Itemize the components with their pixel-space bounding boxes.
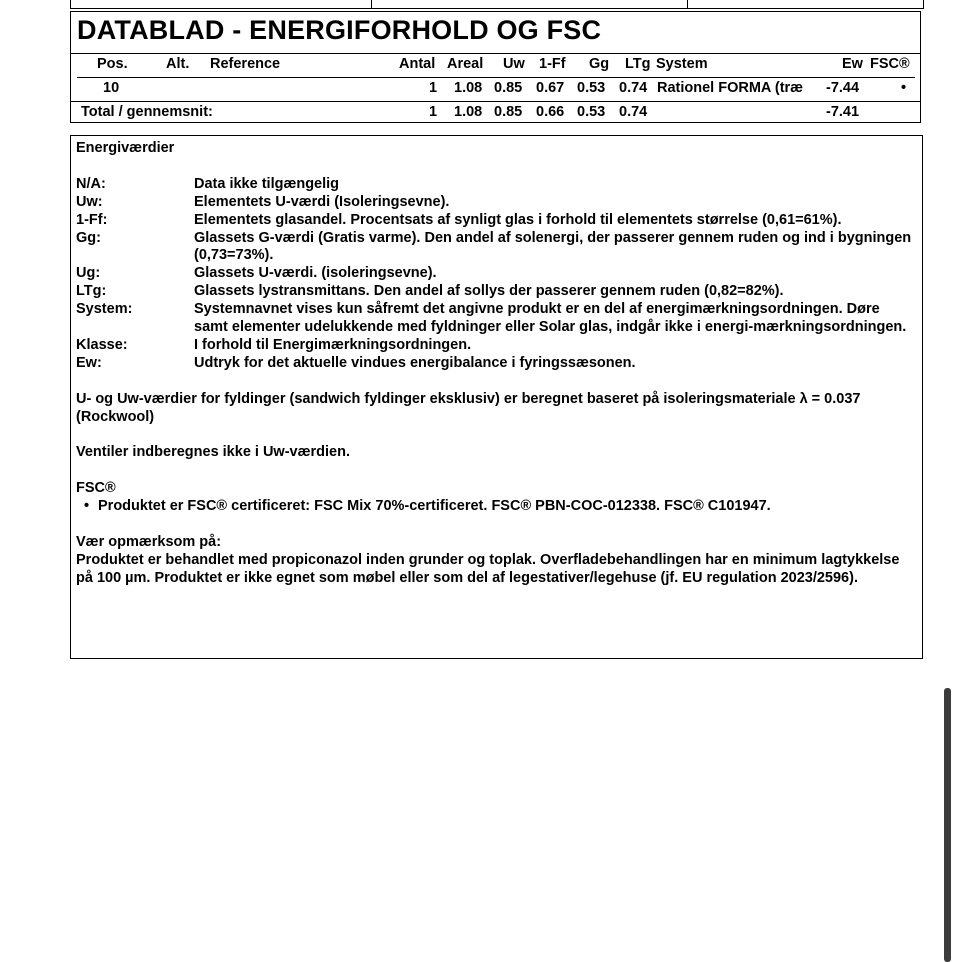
definition-term: N/A: [76,175,106,192]
previous-section-border [70,0,924,9]
cell-areal: 1.08 [454,80,483,96]
divider [71,53,920,54]
definition-item [76,230,912,266]
cell-system: Rationel FORMA (træ [657,80,804,96]
column-divider [687,0,688,8]
divider [77,77,915,78]
attention-text: Produktet er behandlet med propiconazol inden grunder og toplak. Overfladebehandlingen har en minimum lagtykkelse på 100 µm. Produktet er ikke egnet som møbel eller som del af legestativer/legehuse (jf. EU regulation 2023/2596). [76,551,900,586]
definition-term: LTg: [76,283,107,300]
definition-desc: Data ikke tilgængelig [194,175,340,192]
definition-desc: Elementets U-værdi (Isoleringsevne). [194,193,450,210]
definition-item [76,212,912,230]
column-header-ew: Ew [842,56,863,72]
fsc-title: FSC® [76,480,116,497]
cell-ltg: 0.74 [619,80,648,96]
definition-term: System: [76,301,133,318]
definition-desc: Glassets lystransmittans. Den andel af sollys der passerer gennem ruden (0,82=82%). [194,283,784,300]
energy-values-content [76,140,912,588]
column-divider [371,0,372,8]
definition-item [76,337,912,355]
definition-term: Ug: [76,265,101,282]
column-header-system: System [656,56,708,72]
total-label: Total / gennemsnit: [81,104,213,120]
definition-desc: Elementets glasandel. Procentsats af synligt glas i forhold til elementets størrelse (0,61=61%). [194,211,842,228]
total-areal: 1.08 [454,104,483,120]
scrollbar-thumb[interactable] [944,688,951,962]
definition-desc: Systemnavnet vises kun såfremt det angivne produkt er en del af energimærkningsordningen. Døre samt elementer udelukkende med fyldninger eller Solar glas, indgår ikke i energi-mærkningsordningen. [194,301,907,336]
spacer [76,158,912,176]
definition-item [76,194,912,212]
column-header-1-ff: 1-Ff [539,56,566,72]
definition-term: Uw: [76,193,103,210]
total-antal: 1 [429,104,438,120]
column-header-pos: Pos. [97,56,128,72]
definition-desc: Glassets G-værdi (Gratis varme). Den andel af solenergi, der passerer gennem ruden og ind i bygningen (0,73=73%). [194,229,912,264]
spacer [76,426,912,444]
page-title: DATABLAD - ENERGIFORHOLD OG FSC [77,15,602,45]
energy-values-title: Energiværdier [76,140,175,156]
definition-item [76,355,912,373]
total-uw: 0.85 [494,104,523,120]
column-header-alt: Alt. [166,56,190,72]
cell-fsc: • [901,80,907,96]
definition-term: 1-Ff: [76,211,108,228]
divider [71,101,920,102]
column-header-ltg: LTg [625,56,651,72]
definition-item [76,265,912,283]
definition-term: Gg: [76,229,101,246]
definition-list [76,176,912,373]
bullet-icon: • [84,498,90,515]
definition-desc: Glassets U-værdi. (isoleringsevne). [194,265,437,282]
column-header-reference: Reference [210,56,281,72]
spacer [76,373,912,391]
table-row [71,80,920,100]
energy-table-section [70,11,921,123]
cell-antal: 1 [429,80,438,96]
definition-item [76,301,912,337]
column-header-areal: Areal [447,56,484,72]
u-values-note: U- og Uw-værdier for fyldinger (sandwich fyldinger eksklusiv) er beregnet baseret på isoleringsmateriale λ = 0.037 (Rockwool) [76,390,861,425]
ventiler-note: Ventiler indberegnes ikke i Uw-værdien. [76,444,350,461]
energy-values-section [70,135,923,659]
cell-uw: 0.85 [494,80,523,96]
spacer [76,462,912,480]
column-header-uw: Uw [503,56,525,72]
column-header-antal: Antal [399,56,436,72]
definition-item [76,283,912,301]
total-ew: -7.41 [826,104,860,120]
definition-term: Klasse: [76,336,128,353]
table-total-row [71,104,920,124]
definition-desc: Udtryk for det aktuelle vindues energibalance i fyringssæsonen. [194,354,636,371]
definition-desc: I forhold til Energimærkningsordningen. [194,336,472,353]
cell-1-ff: 0.67 [536,80,565,96]
column-header-fsc: FSC® [870,56,910,72]
attention-title: Vær opmærksom på: [76,533,222,550]
total-gg: 0.53 [577,104,606,120]
cell-ew: -7.44 [826,80,860,96]
total-1-ff: 0.66 [536,104,565,120]
table-header-row [71,56,920,76]
cell-gg: 0.53 [577,80,606,96]
cell-pos: 10 [103,80,120,96]
spacer [76,516,912,534]
definition-item [76,176,912,194]
column-header-gg: Gg [589,56,610,72]
fsc-list-item [76,498,912,516]
definition-term: Ew: [76,354,102,371]
total-ltg: 0.74 [619,104,648,120]
fsc-item-text: Produktet er FSC® certificeret: FSC Mix 70%-certificeret. FSC® PBN-COC-012338. FSC® C101947. [98,498,771,515]
